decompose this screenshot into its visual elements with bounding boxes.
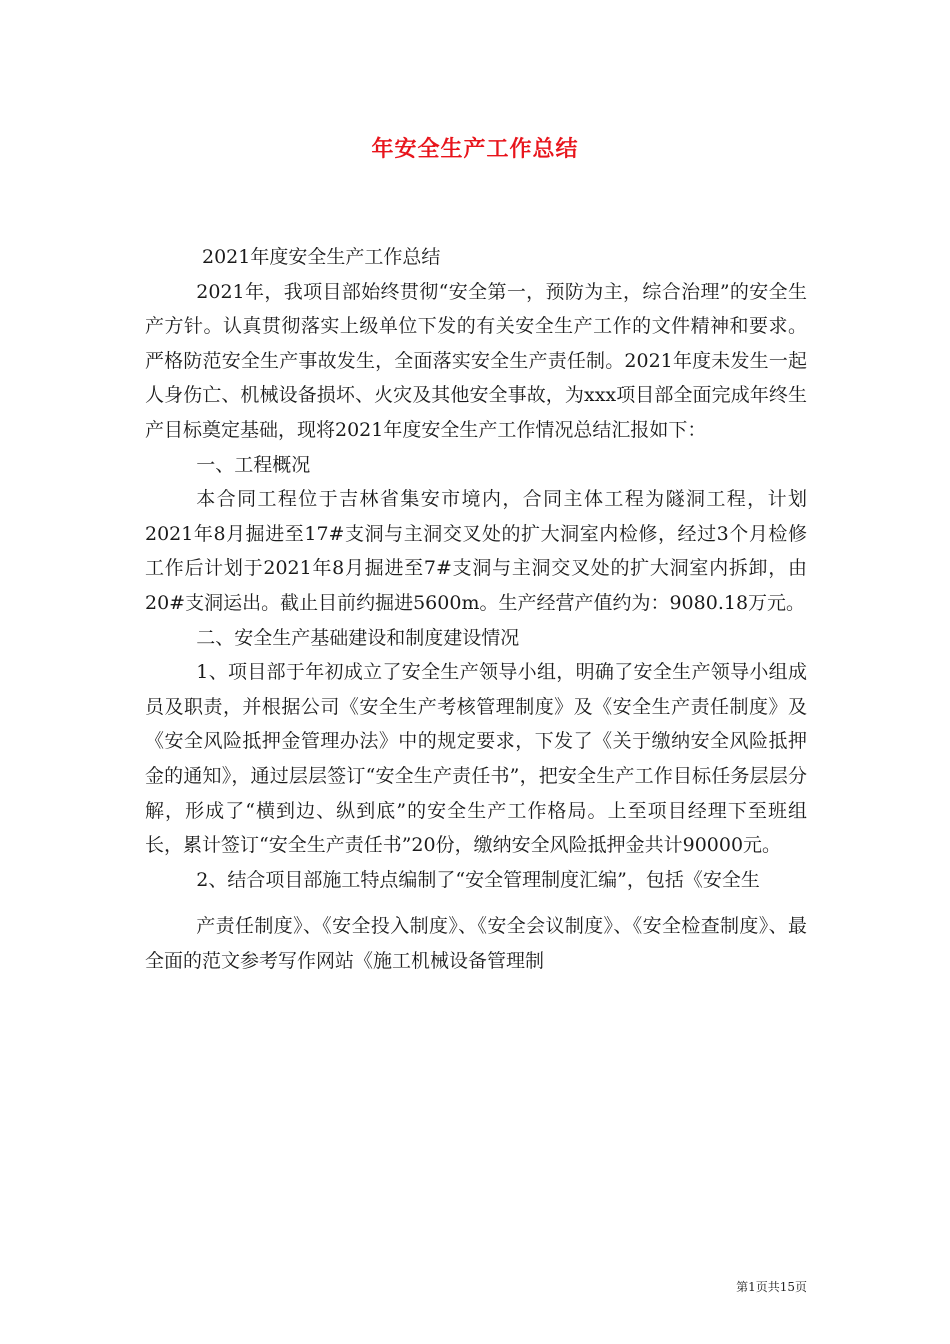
document-title: 年安全生产工作总结 bbox=[371, 137, 579, 162]
item-2-paragraph: 2、结合项目部施工特点编制了“安全管理制度汇编”，包括《安全生 bbox=[196, 868, 760, 891]
project-overview-paragraph: 本合同工程位于吉林省集安市境内，合同主体工程为隧洞工程，计划2021年8月掘进至17#支洞与主洞交叉处的扩大洞室内检修，经过3个月检修工作后计划于2021年8月掘进至7#支洞与主洞交叉处的扩大洞室内拆卸，由20#支洞运出。截止目前约掘进5600m。生产经营产值约为：9080.18万元。 bbox=[145, 488, 807, 614]
section-heading-project-overview: 一、工程概况 bbox=[196, 453, 311, 476]
item-2-continued-paragraph: 产责任制度》、《安全投入制度》、《安全会议制度》、《安全检查制度》、最全面的范文参考写作网站《施工机械设备管理制 bbox=[145, 915, 807, 972]
document-body bbox=[145, 240, 807, 978]
section-heading-safety-foundation: 二、安全生产基础建设和制度建设情况 bbox=[196, 626, 520, 649]
document-subtitle: 2021年度安全生产工作总结 bbox=[202, 246, 441, 268]
item-1-paragraph: 1、项目部于年初成立了安全生产领导小组，明确了安全生产领导小组成员及职责，并根据公司《安全生产考核管理制度》及《安全生产责任制度》及《安全风险抵押金管理办法》中的规定要求，下发了《关于缴纳安全风险抵押金的通知》，通过层层签订“安全生产责任书”，把安全生产工作目标任务层层分解，形成了“横到边、纵到底”的安全生产工作格局。上至项目经理下至班组长，累计签订“安全生产责任书”20份，缴纳安全风险抵押金共计90000元。 bbox=[145, 661, 807, 857]
intro-paragraph: 2021年，我项目部始终贯彻“安全第一，预防为主，综合治理”的安全生产方针。认真贯彻落实上级单位下发的有关安全生产工作的文件精神和要求。严格防范安全生产事故发生，全面落实安全生产责任制。2021年度未发生一起人身伤亡、机械设备损坏、火灾及其他安全事故，为xxx项目部全面完成年终生产目标奠定基础，现将2021年度安全生产工作情况总结汇报如下： bbox=[145, 280, 807, 441]
page-number: 第1页共15页 bbox=[736, 1280, 807, 1294]
